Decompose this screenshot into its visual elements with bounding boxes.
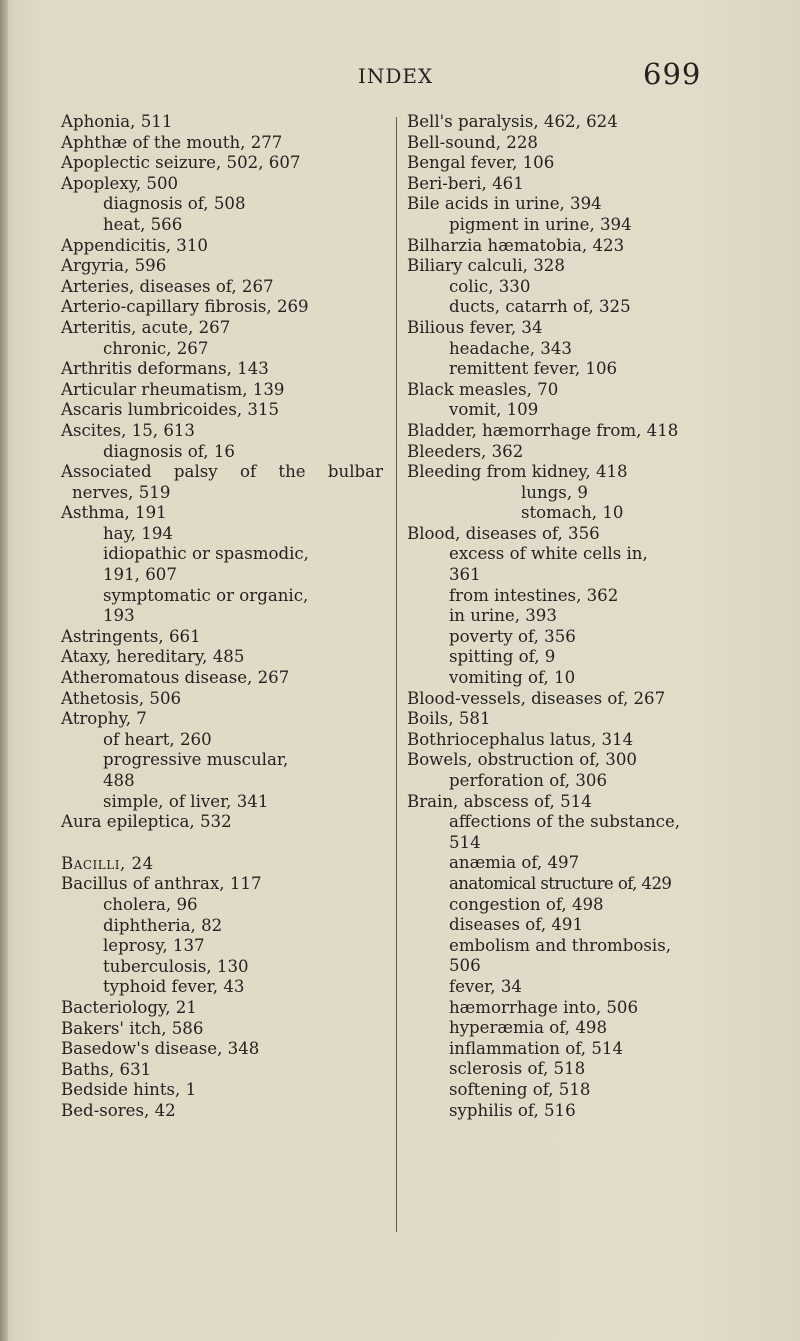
index-entry: Black measles, 70 [407,379,559,399]
index-entry: Bed-sores, 42 [61,1100,176,1120]
index-entry: Boils, 581 [407,709,491,729]
index-entry: Beri-beri, 461 [407,173,524,193]
index-entry: Apoplexy, 500 [61,173,179,193]
index-entry: Baths, 631 [61,1059,152,1079]
index-entry: Ataxy, hereditary, 485 [61,647,245,667]
index-entry: Bowels, obstruction of, 300 [407,750,637,770]
index-subentry-continuation: 488 [103,771,135,790]
index-subentry: lungs, 9 [521,482,588,502]
index-subentry: symptomatic or organic, [103,585,309,605]
index-subentry: leprosy, 137 [103,936,205,956]
index-entry: Bothriocephalus latus, 314 [407,729,634,749]
index-entry: Asthma, 191 [61,503,167,523]
index-subentry: ducts, catarrh of, 325 [449,297,631,317]
index-subentry: hay, 194 [103,523,173,543]
index-entry: Aphthæ of the mouth, 277 [61,132,283,152]
index-entry: Bengal fever, 106 [407,153,555,173]
index-entry: Bile acids in urine, 394 [407,194,602,214]
index-subentry: cholera, 96 [103,894,198,914]
index-subentry: inflammation of, 514 [449,1038,624,1058]
index-subentry: hæmorrhage into, 506 [449,997,639,1017]
index-entry: Apoplectic seizure, 502, 607 [61,153,301,173]
index-subentry: colic, 330 [449,276,531,296]
index-subentry-continuation: 193 [103,606,135,626]
index-entry: Articular rheumatism, 139 [61,379,285,399]
index-subentry: progressive muscular, [103,750,289,770]
page-number: 699 [643,57,702,91]
index-entry: Blood-vessels, diseases of, 267 [407,688,666,708]
index-subentry: typhoid fever, 43 [103,977,245,997]
index-subentry: hyperæmia of, 498 [449,1018,608,1038]
index-subentry: vomiting of, 10 [449,668,576,688]
index-entry: Bilious fever, 34 [407,317,543,337]
index-entry: Associated palsy of the bulbar [61,462,383,482]
index-entry: Biliary calculi, 328 [407,256,565,276]
index-entry: Atrophy, 7 [61,709,147,729]
index-subentry: heat, 566 [103,214,183,234]
index-subentry-continuation: 191, 607 [103,565,177,585]
index-subentry: spitting of, 9 [449,647,556,667]
index-subentry: in urine, 393 [449,606,557,626]
index-subentry: headache, 343 [449,338,572,358]
index-entry: Brain, abscess of, 514 [407,791,592,811]
index-entry: Bedside hints, 1 [61,1080,197,1100]
index-subentry: vomit, 109 [449,400,539,420]
index-subentry: syphilis of, 516 [449,1100,576,1120]
index-subentry: anæmia of, 497 [449,853,580,873]
index-subentry: stomach, 10 [521,503,624,523]
index-column-right [407,112,713,1121]
index-entry: Bell's paralysis, 462, 624 [407,112,618,131]
index-entry: Bakers' itch, 586 [61,1018,204,1038]
index-column-left [61,112,383,1122]
index-subentry: excess of white cells in, [449,544,648,564]
index-entry: Aura epileptica, 532 [61,812,232,832]
index-subentry: congestion of, 498 [449,894,604,914]
index-subentry: diseases of, 491 [449,915,584,935]
running-head-title: INDEX [358,64,434,88]
index-subentry: tuberculosis, 130 [103,956,249,976]
index-entry: Ascaris lumbricoides, 315 [61,400,280,420]
index-subentry: fever, 34 [449,976,522,996]
index-subentry: diagnosis of, 508 [103,194,246,214]
index-entry: Arthritis deformans, 143 [61,359,269,379]
page-spine-shadow [0,0,8,1341]
column-divider [396,117,397,1232]
index-entry: Athetosis, 506 [61,688,182,708]
index-subentry: of heart, 260 [103,729,212,749]
index-entry: Bell-sound, 228 [407,132,538,152]
index-subentry: diagnosis of, 16 [103,441,235,461]
index-entry: Bleeders, 362 [407,441,524,461]
index-entry: Appendicitis, 310 [61,235,208,255]
index-entry: Bladder, hæmorrhage from, 418 [407,420,679,440]
index-subentry: chronic, 267 [103,338,209,358]
index-entry: Arteries, diseases of, 267 [61,276,274,296]
index-subentry: perforation of, 306 [449,771,608,790]
index-entry: Arterio-capillary fibrosis, 269 [61,297,309,317]
index-entry: Basedow's disease, 348 [61,1039,260,1059]
index-entry-continuation: nerves, 519 [72,482,171,502]
index-subentry: sclerosis of, 518 [449,1059,586,1079]
index-subentry: pigment in urine, 394 [449,214,632,234]
index-entry: Arteritis, acute, 267 [61,317,231,337]
index-subentry: diphtheria, 82 [103,915,223,935]
index-entry: Bacteriology, 21 [61,997,197,1017]
index-entry: Astringents, 661 [61,626,201,646]
index-subentry: remittent fever, 106 [449,359,618,379]
index-subentry: from intestines, 362 [449,585,619,605]
index-entry: Blood, diseases of, 356 [407,523,600,543]
index-subentry-continuation: 361 [449,565,481,585]
index-subentry: anatomical structure of, 429 [449,873,672,893]
index-subentry: idiopathic or spasmodic, [103,544,309,564]
index-entry: Bilharzia hæmatobia, 423 [407,235,625,255]
index-subentry: softening of, 518 [449,1079,591,1099]
index-entry: Bacillus of anthrax, 117 [61,874,262,894]
index-subentry: embolism and thrombosis, [449,935,672,955]
index-subentry-continuation: 514 [449,832,481,852]
index-entry: Bleeding from kidney, 418 [407,462,628,482]
index-subentry-continuation: 506 [449,956,481,976]
index-subentry: affections of the substance, [449,812,681,832]
index-entry: Bacilli, 24 [61,853,154,873]
index-entry: Argyria, 596 [61,256,167,276]
index-entry: Ascites, 15, 613 [61,420,195,440]
index-subentry: simple, of liver, 341 [103,791,269,811]
index-subentry: poverty of, 356 [449,626,576,646]
index-entry: Atheromatous disease, 267 [61,668,290,688]
index-entry: Aphonia, 511 [61,112,173,131]
